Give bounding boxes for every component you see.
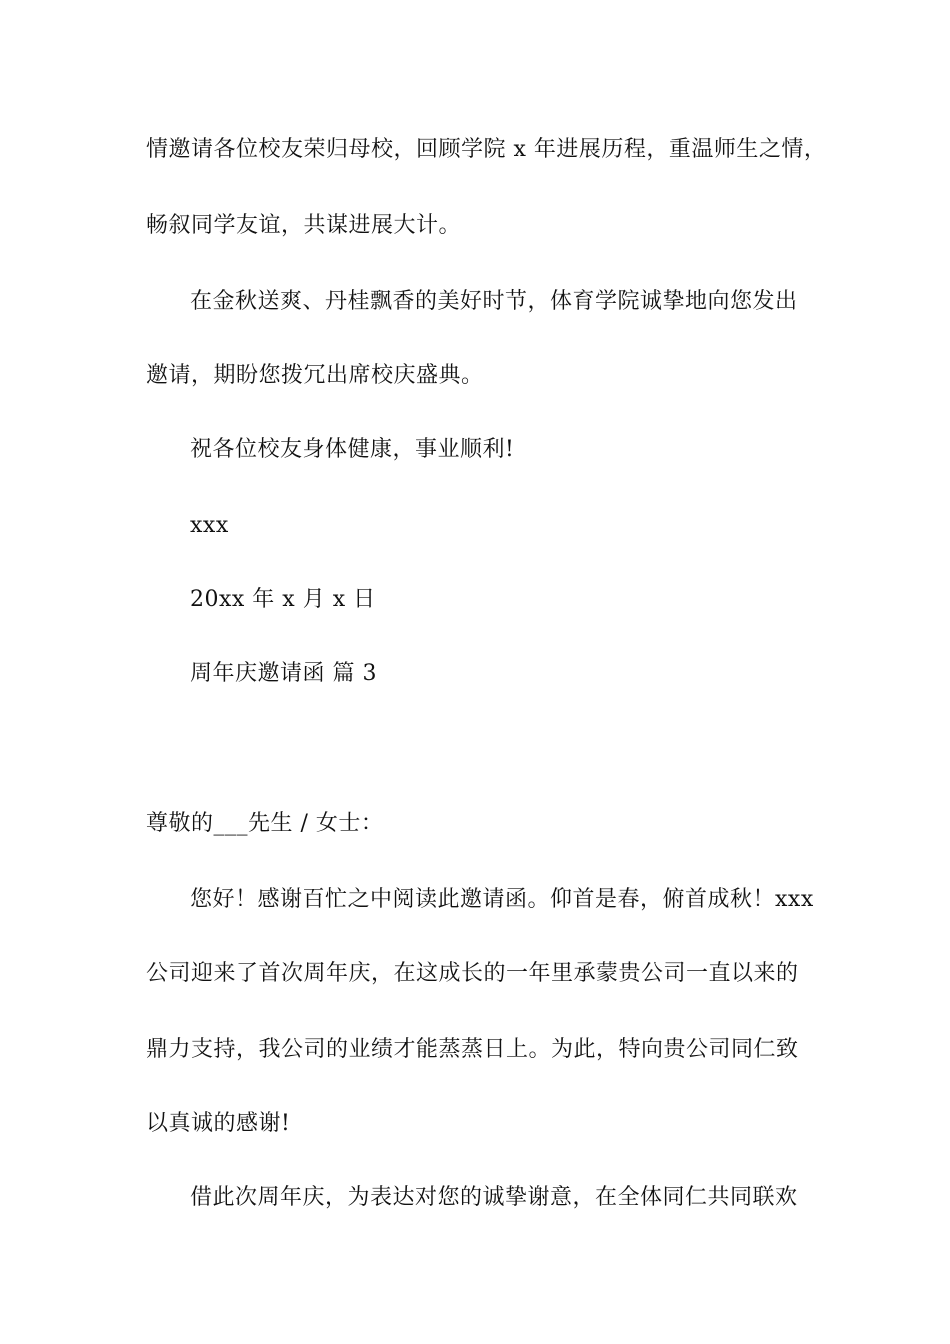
paragraph-line: 在金秋送爽、丹桂飘香的美好时节，体育学院诚挚地向您发出 <box>190 289 798 314</box>
closing-wish: 祝各位校友身体健康，事业顺利! <box>190 437 515 462</box>
paragraph-line: 借此次周年庆，为表达对您的诚挚谢意，在全体同仁共同联欢 <box>190 1185 798 1210</box>
date-line: 20xx 年 x 月 x 日 <box>190 587 376 612</box>
paragraph-line: 畅叙同学友谊，共谋进展大计。 <box>146 213 462 238</box>
signature: xxx <box>190 513 229 538</box>
paragraph-line: 邀请，期盼您拨冗出席校庆盛典。 <box>146 363 484 388</box>
paragraph-line: 您好！感谢百忙之中阅读此邀请函。仰首是春，俯首成秋！xxx <box>190 887 814 912</box>
salutation: 尊敬的___先生 / 女士： <box>146 811 384 836</box>
section-heading: 周年庆邀请函 篇 3 <box>190 661 377 686</box>
paragraph-line: 以真诚的感谢! <box>146 1111 291 1136</box>
paragraph-line: 公司迎来了首次周年庆，在这成长的一年里承蒙贵公司一直以来的 <box>146 961 799 986</box>
paragraph-line: 鼎力支持，我公司的业绩才能蒸蒸日上。为此，特向贵公司同仁致 <box>146 1037 799 1062</box>
paragraph-line: 情邀请各位校友荣归母校，回顾学院 x 年进展历程，重温师生之情， <box>146 137 827 162</box>
